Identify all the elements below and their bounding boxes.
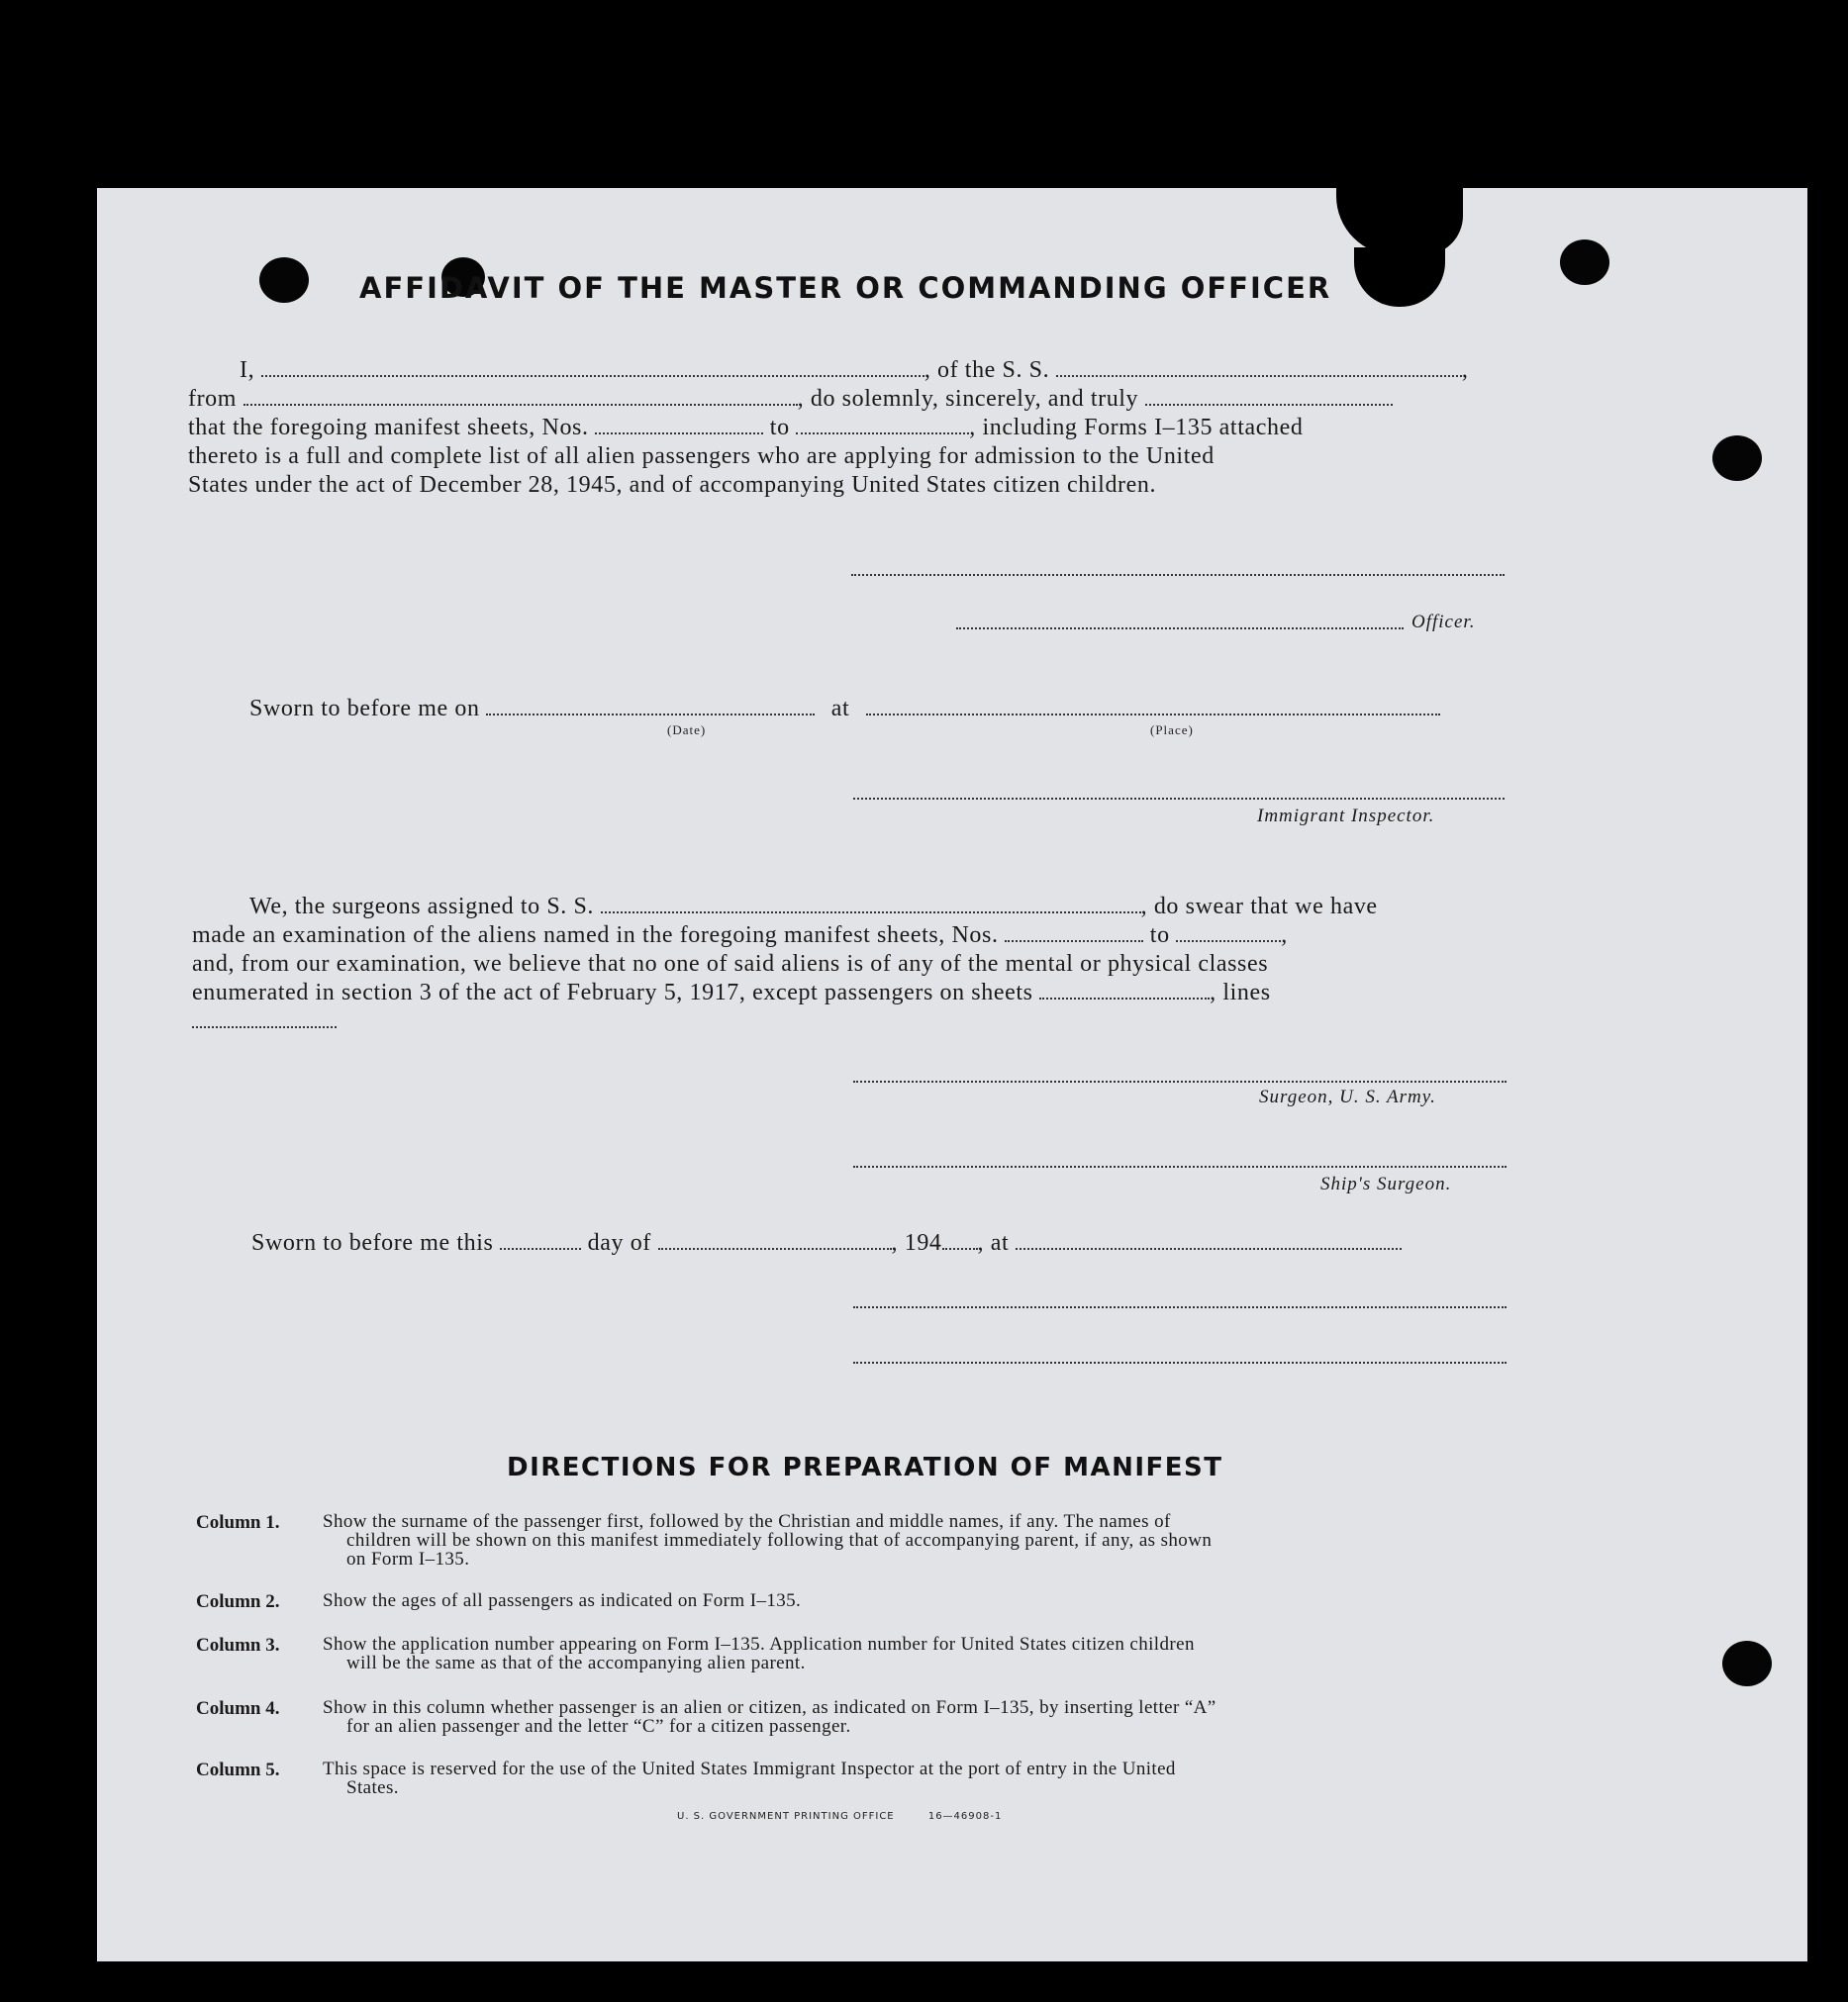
affidavit-text: I, xyxy=(240,357,255,383)
punch-hole xyxy=(259,257,309,303)
sworn-text: Sworn to before me this xyxy=(251,1230,494,1256)
except-sheets-field[interactable] xyxy=(1039,980,1210,1000)
page-title: AFFIDAVIT OF THE MASTER OR COMMANDING OFFICER xyxy=(359,271,1332,305)
affidavit-text: , do solemnly, sincerely, and truly xyxy=(797,386,1139,412)
direction-line: Show the surname of the passenger first, followed by the Christian and middle names, if any. The names of xyxy=(323,1511,1171,1532)
ship-surgeon-label: Ship's Surgeon. xyxy=(1320,1174,1452,1194)
from-port-field[interactable] xyxy=(243,386,798,406)
sworn-line-1 xyxy=(249,695,1440,723)
form-code: 16—46908-1 xyxy=(927,1811,1003,1822)
surgeons-text: and, from our examination, we believe that no one of said aliens is of any of the mental or physical classes xyxy=(192,951,1269,977)
direction-line: Show the application number appearing on Form I–135. Application number for United States citizen children xyxy=(323,1634,1195,1655)
surgeons-sheets-to-field[interactable] xyxy=(1176,922,1281,942)
sworn-text: , 194 xyxy=(891,1230,942,1256)
direction-line: will be the same as that of the accompanying alien parent. xyxy=(346,1653,806,1673)
affidavit-text: that the foregoing manifest sheets, Nos. xyxy=(188,415,589,440)
surgeons-text: made an examination of the aliens named in the foregoing manifest sheets, Nos. xyxy=(192,922,999,948)
ship-surgeon-signature-line[interactable] xyxy=(853,1166,1507,1168)
surgeons-text: , do swear that we have xyxy=(1140,894,1378,919)
oath-field[interactable] xyxy=(1145,386,1393,406)
direction-line: Show in this column whether passenger is an alien or citizen, as indicated on Form I–135, by inserting letter “A” xyxy=(323,1697,1216,1718)
sworn-text: Sworn to before me on xyxy=(249,696,480,721)
surgeons-text: , xyxy=(1281,922,1288,948)
direction-column-label: Column 5. xyxy=(196,1760,280,1780)
officer-title-line[interactable] xyxy=(956,627,1404,629)
ship-name-field[interactable] xyxy=(1056,357,1462,377)
surgeons-text: , lines xyxy=(1210,980,1271,1005)
sworn-date-field[interactable] xyxy=(486,696,815,715)
direction-line: on Form I–135. xyxy=(346,1549,470,1570)
sworn-month-field[interactable] xyxy=(658,1230,892,1250)
inspector-signature-line[interactable] xyxy=(853,798,1505,800)
officer-label: Officer. xyxy=(1411,612,1476,632)
direction-text xyxy=(323,1698,1510,1736)
surgeons-sheets-from-field[interactable] xyxy=(1005,922,1143,942)
sworn-day-field[interactable] xyxy=(500,1230,581,1250)
torn-edge xyxy=(1336,186,1463,255)
sworn-year-field[interactable] xyxy=(942,1230,978,1250)
affidavit-text: , of the S. S. xyxy=(924,357,1050,383)
punch-hole xyxy=(1560,239,1609,285)
surgeons-text: enumerated in section 3 of the act of February 5, 1917, except passengers on sheets xyxy=(192,980,1033,1005)
printer-imprint xyxy=(677,1811,1002,1822)
directions-list xyxy=(196,1512,1621,1908)
sworn-text: day of xyxy=(587,1230,651,1256)
sworn-text: , at xyxy=(977,1230,1010,1256)
official-title-line[interactable] xyxy=(853,1362,1507,1364)
affidavit-text: from xyxy=(188,386,238,412)
torn-edge xyxy=(1354,247,1445,307)
direction-line: children will be shown on this manifest immediately following that of accompanying parent, if any, as shown xyxy=(346,1530,1213,1551)
direction-column-label: Column 3. xyxy=(196,1635,280,1656)
place-caption: (Place) xyxy=(1150,722,1194,737)
date-caption: (Date) xyxy=(667,722,707,737)
sheets-from-field[interactable] xyxy=(595,415,763,434)
affidavit-text: States under the act of December 28, 1945, and of accompanying United States citizen children. xyxy=(188,472,1157,498)
direction-line: This space is reserved for the use of the United States Immigrant Inspector at the port of entry in the United xyxy=(323,1759,1176,1779)
direction-column-label: Column 4. xyxy=(196,1698,280,1719)
sworn-text: at xyxy=(830,696,850,721)
direction-text xyxy=(323,1760,1510,1797)
surgeons-text: We, the surgeons assigned to S. S. xyxy=(249,894,595,919)
surgeons-text: to xyxy=(1149,922,1170,948)
punch-hole xyxy=(1722,1641,1772,1686)
army-surgeon-label: Surgeon, U. S. Army. xyxy=(1259,1087,1436,1107)
sheets-to-field[interactable] xyxy=(796,415,969,434)
directions-title: DIRECTIONS FOR PREPARATION OF MANIFEST xyxy=(507,1453,1223,1482)
form-page xyxy=(97,188,1807,1961)
inspector-label: Immigrant Inspector. xyxy=(1257,806,1435,826)
affidavit-text: , including Forms I–135 attached xyxy=(969,415,1304,440)
master-name-field[interactable] xyxy=(261,357,924,377)
direction-text xyxy=(323,1591,1510,1610)
sworn2-place-field[interactable] xyxy=(1016,1230,1402,1250)
direction-text xyxy=(323,1512,1510,1569)
officer-signature-line[interactable] xyxy=(851,574,1505,576)
direction-line: Show the ages of all passengers as indicated on Form I–135. xyxy=(323,1590,802,1611)
affidavit-text: thereto is a full and complete list of all alien passengers who are applying for admission to the United xyxy=(188,443,1215,469)
affidavit-paragraph xyxy=(188,356,1613,500)
sworn-line-2 xyxy=(251,1229,1402,1258)
surgeons-paragraph xyxy=(192,893,1617,1036)
except-lines-field[interactable] xyxy=(192,1008,337,1028)
army-surgeon-signature-line[interactable] xyxy=(853,1081,1507,1083)
direction-column-label: Column 1. xyxy=(196,1512,280,1533)
direction-line: for an alien passenger and the letter “C” for a citizen passenger. xyxy=(346,1716,851,1737)
punch-hole xyxy=(1712,435,1762,481)
affidavit-text: to xyxy=(769,415,790,440)
direction-column-label: Column 2. xyxy=(196,1591,280,1612)
direction-line: States. xyxy=(346,1777,399,1798)
printer-name: U. S. GOVERNMENT PRINTING OFFICE xyxy=(677,1811,895,1822)
sworn-place-field[interactable] xyxy=(866,696,1440,715)
direction-text xyxy=(323,1635,1510,1672)
official-signature-line[interactable] xyxy=(853,1306,1507,1308)
surgeons-ship-field[interactable] xyxy=(601,894,1141,913)
affidavit-text: , xyxy=(1461,357,1469,383)
